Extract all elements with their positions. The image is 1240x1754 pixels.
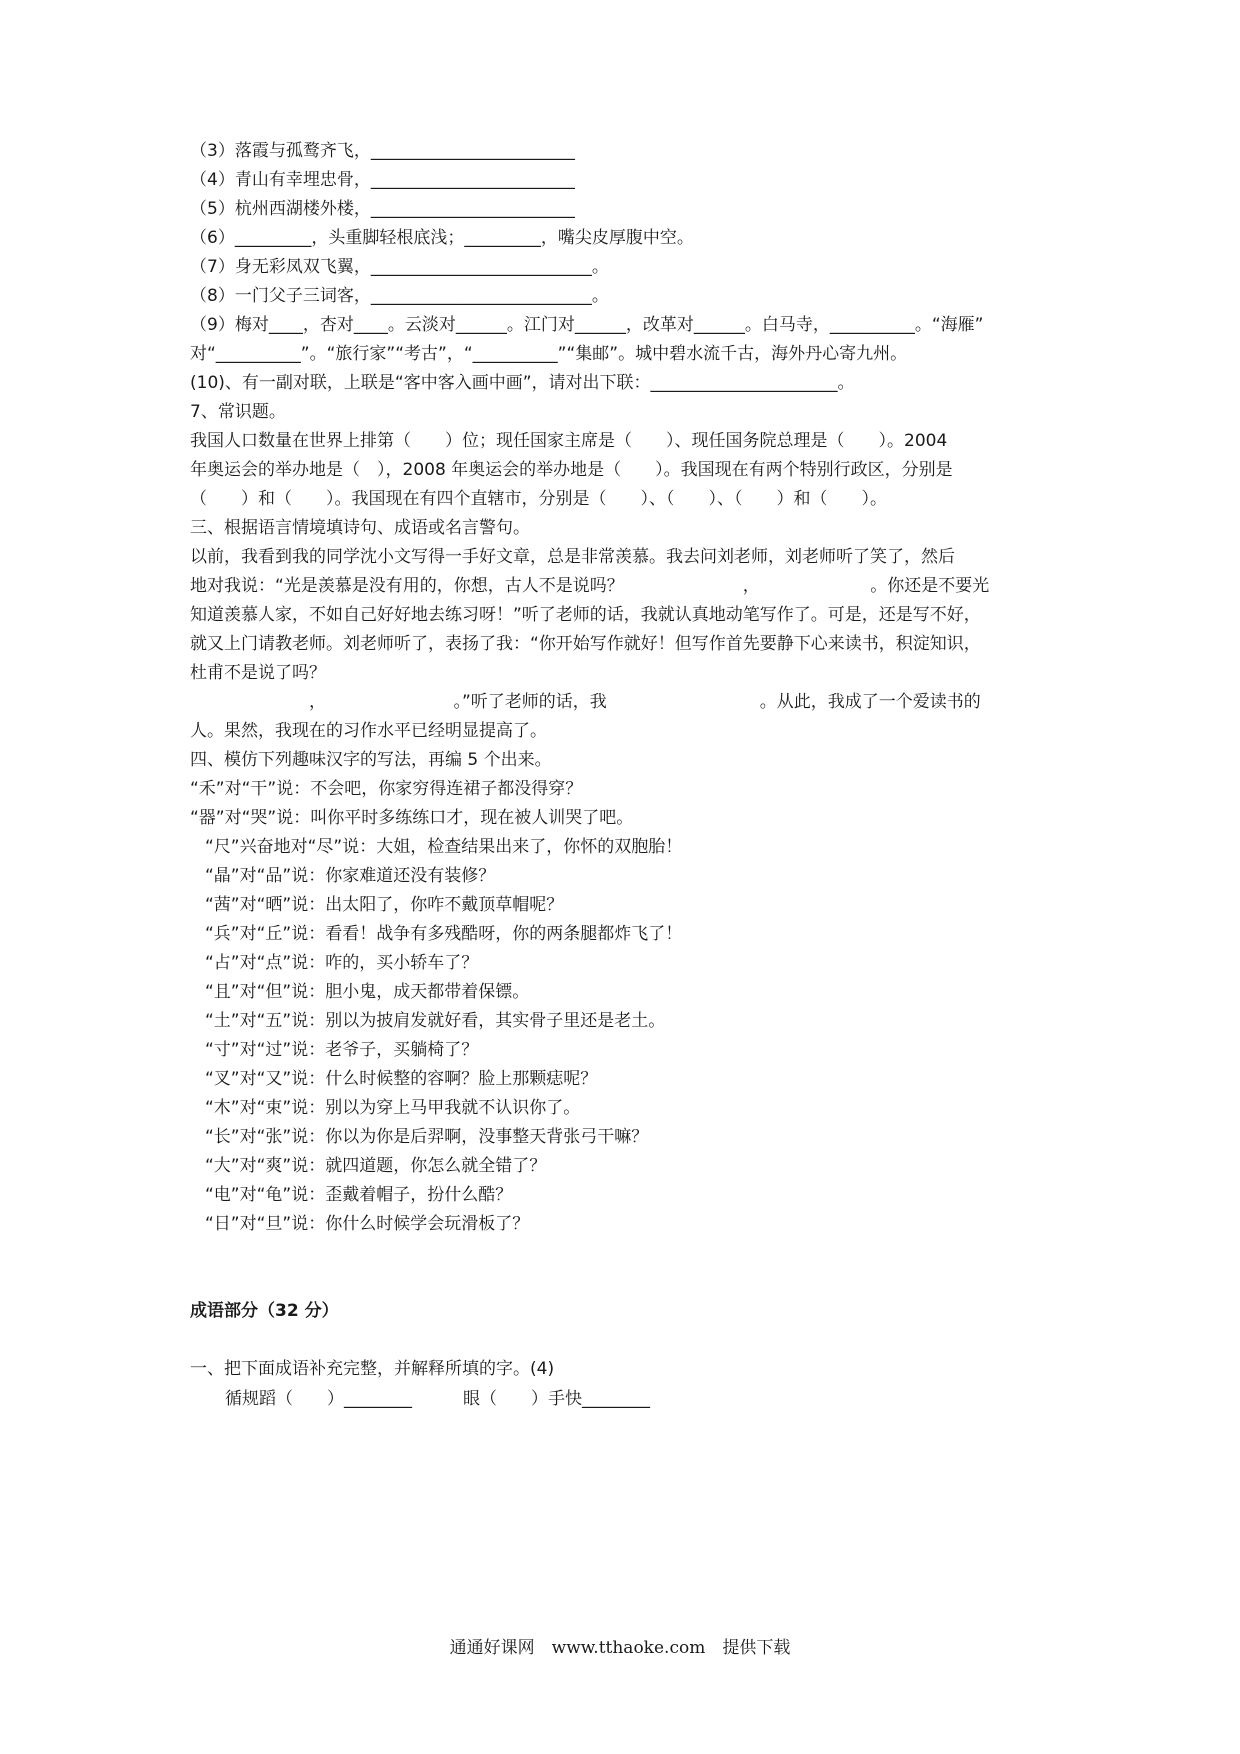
section-heading: 四、模仿下列趣味汉字的写法，再编 5 个出来。 — [190, 750, 552, 770]
text-line: “长”对“张”说：你以为你是后羿啊，没事整天背张弓干嘛？ — [205, 1127, 649, 1147]
text-line: “日”对“旦”说：你什么时候学会玩滑板了？ — [205, 1214, 530, 1234]
question-title: 一、把下面成语补充完整，并解释所填的字。(4) — [190, 1359, 555, 1379]
section-heading: 7、常识题。 — [190, 402, 286, 422]
text-line: 对“__________”。“旅行家”“考古”，“__________”“集邮”。城中碧水流千古，海外丹心寄九州。 — [190, 344, 908, 364]
text-line: “禾”对“干”说：不会吧，你家穷得连裙子都没得穿？ — [190, 779, 583, 799]
text-line: 知道羡慕人家，不如自己好好地去练习呀！”听了老师的话，我就认真地动笔写作了。可是，还是写不好， — [190, 605, 981, 625]
text-line: ， 。”听了老师的话，我 。从此，我成了一个爱读书的 — [190, 692, 981, 712]
text-line: “寸”对“过”说：老爷子，买躺椅了？ — [205, 1040, 479, 1060]
text-line: “且”对“但”说：胆小鬼，成天都带着保镖。 — [205, 982, 530, 1002]
text-line: “叉”对“又”说：什么时候整的容啊？脸上那颗痣呢？ — [205, 1069, 598, 1089]
text-line: “兵”对“丘”说：看看！战争有多残酷呀，你的两条腿都炸飞了！ — [205, 924, 683, 944]
text-line: （5）杭州西湖楼外楼，________________________ — [190, 199, 575, 219]
text-line: “尺”兴奋地对“尽”说：大姐，检查结果出来了，你怀的双胞胎！ — [205, 837, 683, 857]
text-line: （4）青山有幸埋忠骨，________________________ — [190, 170, 575, 190]
section-title: 成语部分（32 分） — [190, 1301, 339, 1321]
text-line: “茜”对“晒”说：出太阳了，你咋不戴顶草帽呢？ — [205, 895, 564, 915]
text-line: （9）梅对____，杏对____。云淡对______。江门对______，改革对______。白马寺，__________。“海雁” — [190, 315, 984, 335]
text-line: “木”对“束”说：别以为穿上马甲我就不认识你了。 — [205, 1098, 581, 1118]
text-line: “大”对“爽”说：就四道题，你怎么就全错了？ — [205, 1156, 547, 1176]
page-footer: 通通好课网 www.tthaoke.com 提供下载 — [449, 1638, 791, 1658]
section-heading: 三、根据语言情境填诗句、成语或名言警句。 — [190, 518, 530, 538]
question-line: 循规蹈（ ）________ 眼（ ）手快________ — [225, 1389, 650, 1409]
text-line: 地对我说：“光是羡慕是没有用的，你想，古人不是说吗？ ， 。你还是不要光 — [190, 576, 990, 596]
text-line: （ ）和（ ）。我国现在有四个直辖市，分别是（ ）、（ ）、（ ）和（ ）。 — [190, 489, 887, 509]
text-line: “土”对“五”说：别以为披肩发就好看，其实骨子里还是老土。 — [205, 1011, 666, 1031]
text-line: “器”对“哭”说：叫你平时多练练口才，现在被人训哭了吧。 — [190, 808, 634, 828]
text-line: “晶”对“品”说：你家难道还没有装修？ — [205, 866, 496, 886]
text-line: 年奥运会的举办地是（ ），2008 年奥运会的举办地是（ ）。我国现在有两个特别行政区，分别是 — [190, 460, 953, 480]
text-line: (10)、有一副对联，上联是“客中客入画中画”，请对出下联：______________________。 — [190, 373, 855, 393]
text-line: （3）落霞与孤鹜齐飞，________________________ — [190, 141, 575, 161]
text-line: 我国人口数量在世界上排第（ ）位；现任国家主席是（ ）、现任国务院总理是（ ）。2004 — [190, 431, 948, 451]
text-line: 人。果然，我现在的习作水平已经明显提高了。 — [190, 721, 547, 741]
text-line: “占”对“点”说：咋的，买小轿车了？ — [205, 953, 479, 973]
text-line: （7）身无彩凤双飞翼，__________________________。 — [190, 257, 609, 277]
text-line: （6）_________，头重脚轻根底浅；_________，嘴尖皮厚腹中空。 — [190, 228, 694, 248]
text-line: （8）一门父子三词客，__________________________。 — [190, 286, 609, 306]
text-line: 就又上门请教老师。刘老师听了，表扬了我：“你开始写作就好！但写作首先要静下心来读书，积淀知识， — [190, 634, 981, 654]
text-line: “电”对“龟”说：歪戴着帽子，扮什么酷？ — [205, 1185, 513, 1205]
text-line: 以前，我看到我的同学沈小文写得一手好文章，总是非常羡慕。我去问刘老师，刘老师听了笑了，然后 — [190, 547, 955, 567]
text-line: 杜甫不是说了吗？ — [190, 663, 326, 683]
